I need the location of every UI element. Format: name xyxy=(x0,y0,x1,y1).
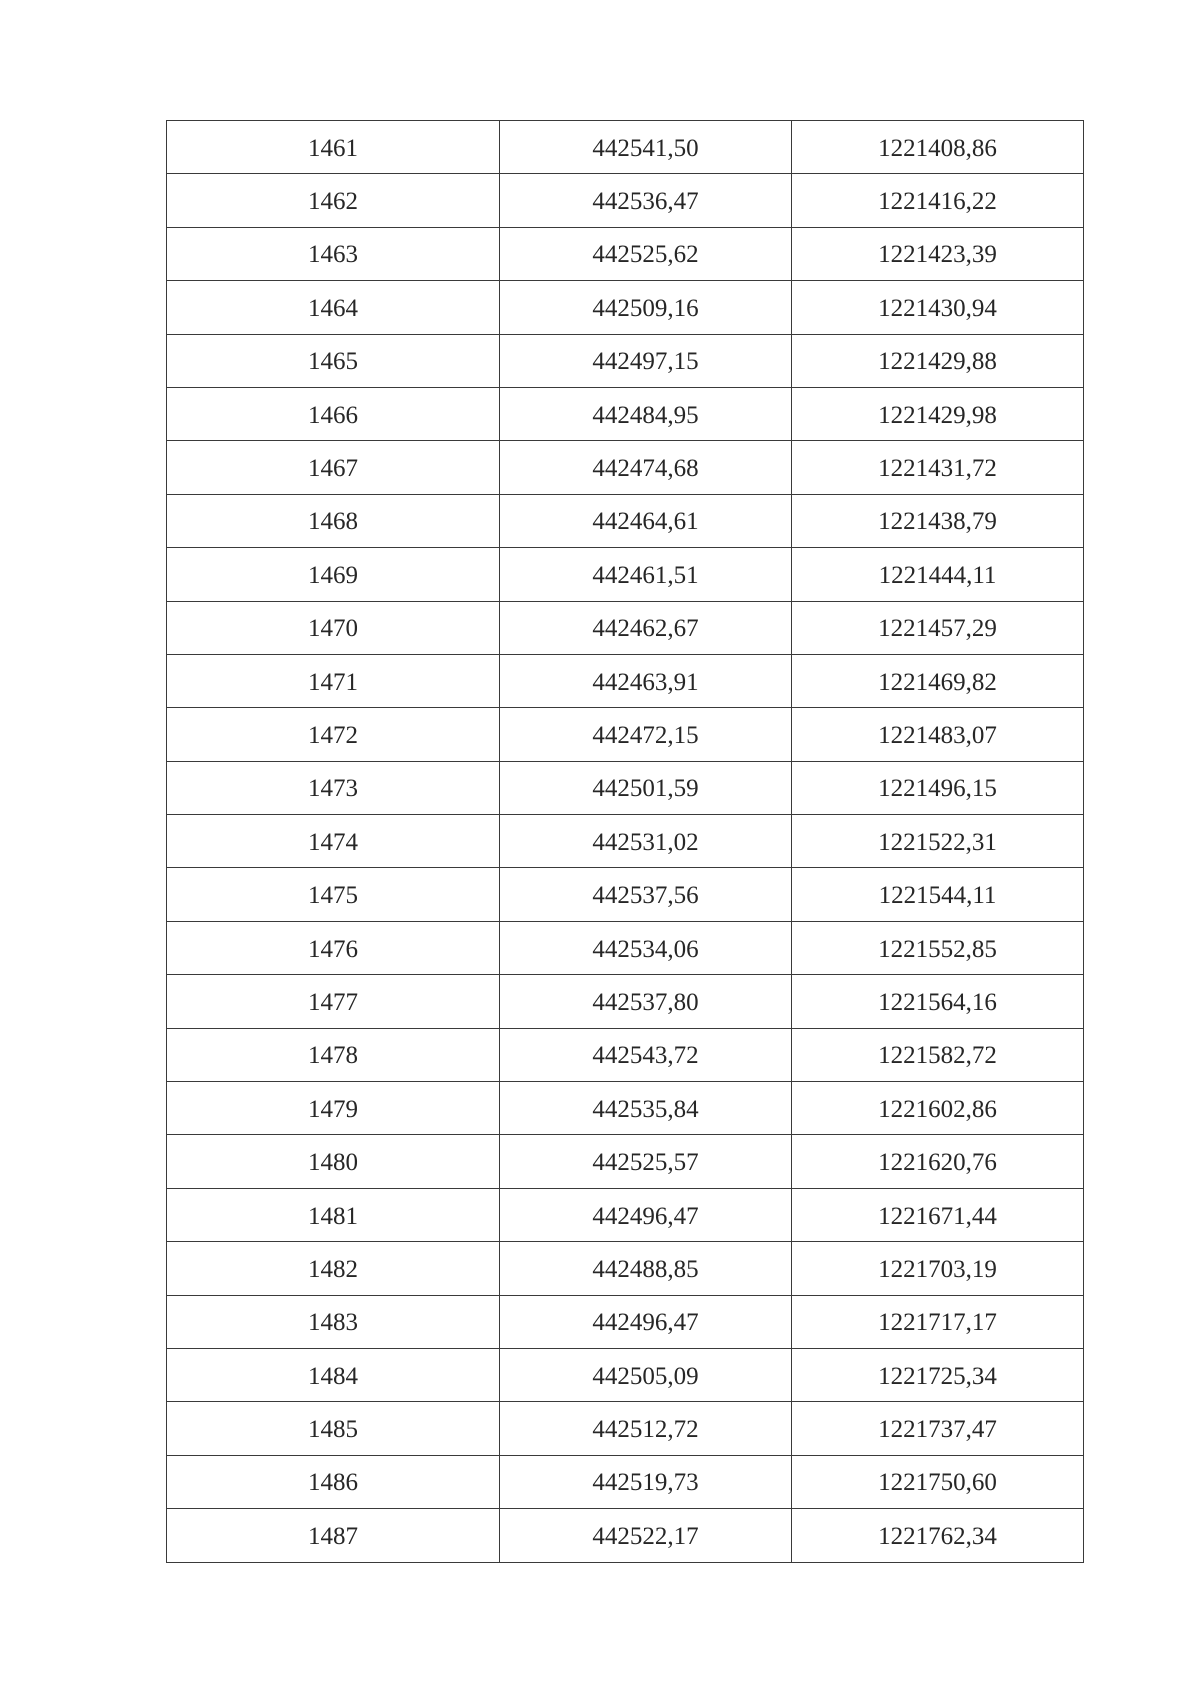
x-coordinate-cell: 442505,09 xyxy=(500,1348,792,1401)
point-number-cell: 1463 xyxy=(167,227,500,280)
x-coordinate-cell: 442461,51 xyxy=(500,548,792,601)
table-row xyxy=(167,708,1084,761)
point-number-cell: 1468 xyxy=(167,494,500,547)
point-number-cell: 1469 xyxy=(167,548,500,601)
x-coordinate-cell: 442496,47 xyxy=(500,1295,792,1348)
table-row xyxy=(167,548,1084,601)
y-coordinate-cell: 1221717,17 xyxy=(792,1295,1084,1348)
y-coordinate-cell: 1221620,76 xyxy=(792,1135,1084,1188)
point-number-cell: 1477 xyxy=(167,975,500,1028)
point-number-cell: 1476 xyxy=(167,921,500,974)
x-coordinate-cell: 442497,15 xyxy=(500,334,792,387)
x-coordinate-cell: 442531,02 xyxy=(500,815,792,868)
y-coordinate-cell: 1221544,11 xyxy=(792,868,1084,921)
point-number-cell: 1465 xyxy=(167,334,500,387)
point-number-cell: 1479 xyxy=(167,1082,500,1135)
x-coordinate-cell: 442463,91 xyxy=(500,654,792,707)
coordinates-table-body xyxy=(167,121,1084,1563)
x-coordinate-cell: 442488,85 xyxy=(500,1242,792,1295)
table-row xyxy=(167,227,1084,280)
y-coordinate-cell: 1221582,72 xyxy=(792,1028,1084,1081)
table-row xyxy=(167,1242,1084,1295)
x-coordinate-cell: 442543,72 xyxy=(500,1028,792,1081)
table-row xyxy=(167,975,1084,1028)
table-row xyxy=(167,174,1084,227)
coordinates-table xyxy=(166,120,1084,1563)
table-row xyxy=(167,1188,1084,1241)
point-number-cell: 1486 xyxy=(167,1455,500,1508)
table-row xyxy=(167,1509,1084,1562)
point-number-cell: 1461 xyxy=(167,121,500,174)
y-coordinate-cell: 1221703,19 xyxy=(792,1242,1084,1295)
y-coordinate-cell: 1221762,34 xyxy=(792,1509,1084,1562)
y-coordinate-cell: 1221496,15 xyxy=(792,761,1084,814)
x-coordinate-cell: 442537,80 xyxy=(500,975,792,1028)
point-number-cell: 1474 xyxy=(167,815,500,868)
x-coordinate-cell: 442535,84 xyxy=(500,1082,792,1135)
y-coordinate-cell: 1221444,11 xyxy=(792,548,1084,601)
point-number-cell: 1462 xyxy=(167,174,500,227)
y-coordinate-cell: 1221602,86 xyxy=(792,1082,1084,1135)
point-number-cell: 1475 xyxy=(167,868,500,921)
y-coordinate-cell: 1221564,16 xyxy=(792,975,1084,1028)
table-row xyxy=(167,441,1084,494)
point-number-cell: 1473 xyxy=(167,761,500,814)
point-number-cell: 1466 xyxy=(167,387,500,440)
x-coordinate-cell: 442541,50 xyxy=(500,121,792,174)
point-number-cell: 1484 xyxy=(167,1348,500,1401)
point-number-cell: 1480 xyxy=(167,1135,500,1188)
table-row xyxy=(167,387,1084,440)
y-coordinate-cell: 1221522,31 xyxy=(792,815,1084,868)
table-row xyxy=(167,281,1084,334)
table-row xyxy=(167,1348,1084,1401)
table-row xyxy=(167,868,1084,921)
x-coordinate-cell: 442512,72 xyxy=(500,1402,792,1455)
table-row xyxy=(167,494,1084,547)
table-row xyxy=(167,815,1084,868)
x-coordinate-cell: 442537,56 xyxy=(500,868,792,921)
x-coordinate-cell: 442496,47 xyxy=(500,1188,792,1241)
y-coordinate-cell: 1221438,79 xyxy=(792,494,1084,547)
point-number-cell: 1483 xyxy=(167,1295,500,1348)
table-row xyxy=(167,1028,1084,1081)
point-number-cell: 1471 xyxy=(167,654,500,707)
x-coordinate-cell: 442484,95 xyxy=(500,387,792,440)
y-coordinate-cell: 1221469,82 xyxy=(792,654,1084,707)
point-number-cell: 1472 xyxy=(167,708,500,761)
y-coordinate-cell: 1221737,47 xyxy=(792,1402,1084,1455)
table-row xyxy=(167,654,1084,707)
table-row xyxy=(167,334,1084,387)
table-row xyxy=(167,761,1084,814)
y-coordinate-cell: 1221423,39 xyxy=(792,227,1084,280)
x-coordinate-cell: 442501,59 xyxy=(500,761,792,814)
y-coordinate-cell: 1221429,88 xyxy=(792,334,1084,387)
y-coordinate-cell: 1221750,60 xyxy=(792,1455,1084,1508)
y-coordinate-cell: 1221725,34 xyxy=(792,1348,1084,1401)
x-coordinate-cell: 442536,47 xyxy=(500,174,792,227)
point-number-cell: 1482 xyxy=(167,1242,500,1295)
x-coordinate-cell: 442534,06 xyxy=(500,921,792,974)
x-coordinate-cell: 442522,17 xyxy=(500,1509,792,1562)
y-coordinate-cell: 1221483,07 xyxy=(792,708,1084,761)
table-row xyxy=(167,1295,1084,1348)
x-coordinate-cell: 442472,15 xyxy=(500,708,792,761)
x-coordinate-cell: 442519,73 xyxy=(500,1455,792,1508)
y-coordinate-cell: 1221416,22 xyxy=(792,174,1084,227)
point-number-cell: 1467 xyxy=(167,441,500,494)
table-row xyxy=(167,921,1084,974)
point-number-cell: 1470 xyxy=(167,601,500,654)
point-number-cell: 1464 xyxy=(167,281,500,334)
point-number-cell: 1487 xyxy=(167,1509,500,1562)
y-coordinate-cell: 1221408,86 xyxy=(792,121,1084,174)
point-number-cell: 1478 xyxy=(167,1028,500,1081)
x-coordinate-cell: 442525,57 xyxy=(500,1135,792,1188)
table-row xyxy=(167,1135,1084,1188)
x-coordinate-cell: 442474,68 xyxy=(500,441,792,494)
table-row xyxy=(167,1455,1084,1508)
table-row xyxy=(167,601,1084,654)
table-row xyxy=(167,1402,1084,1455)
point-number-cell: 1481 xyxy=(167,1188,500,1241)
x-coordinate-cell: 442509,16 xyxy=(500,281,792,334)
x-coordinate-cell: 442464,61 xyxy=(500,494,792,547)
point-number-cell: 1485 xyxy=(167,1402,500,1455)
table-row xyxy=(167,1082,1084,1135)
y-coordinate-cell: 1221430,94 xyxy=(792,281,1084,334)
table-row xyxy=(167,121,1084,174)
y-coordinate-cell: 1221552,85 xyxy=(792,921,1084,974)
x-coordinate-cell: 442462,67 xyxy=(500,601,792,654)
y-coordinate-cell: 1221431,72 xyxy=(792,441,1084,494)
x-coordinate-cell: 442525,62 xyxy=(500,227,792,280)
y-coordinate-cell: 1221457,29 xyxy=(792,601,1084,654)
y-coordinate-cell: 1221671,44 xyxy=(792,1188,1084,1241)
y-coordinate-cell: 1221429,98 xyxy=(792,387,1084,440)
